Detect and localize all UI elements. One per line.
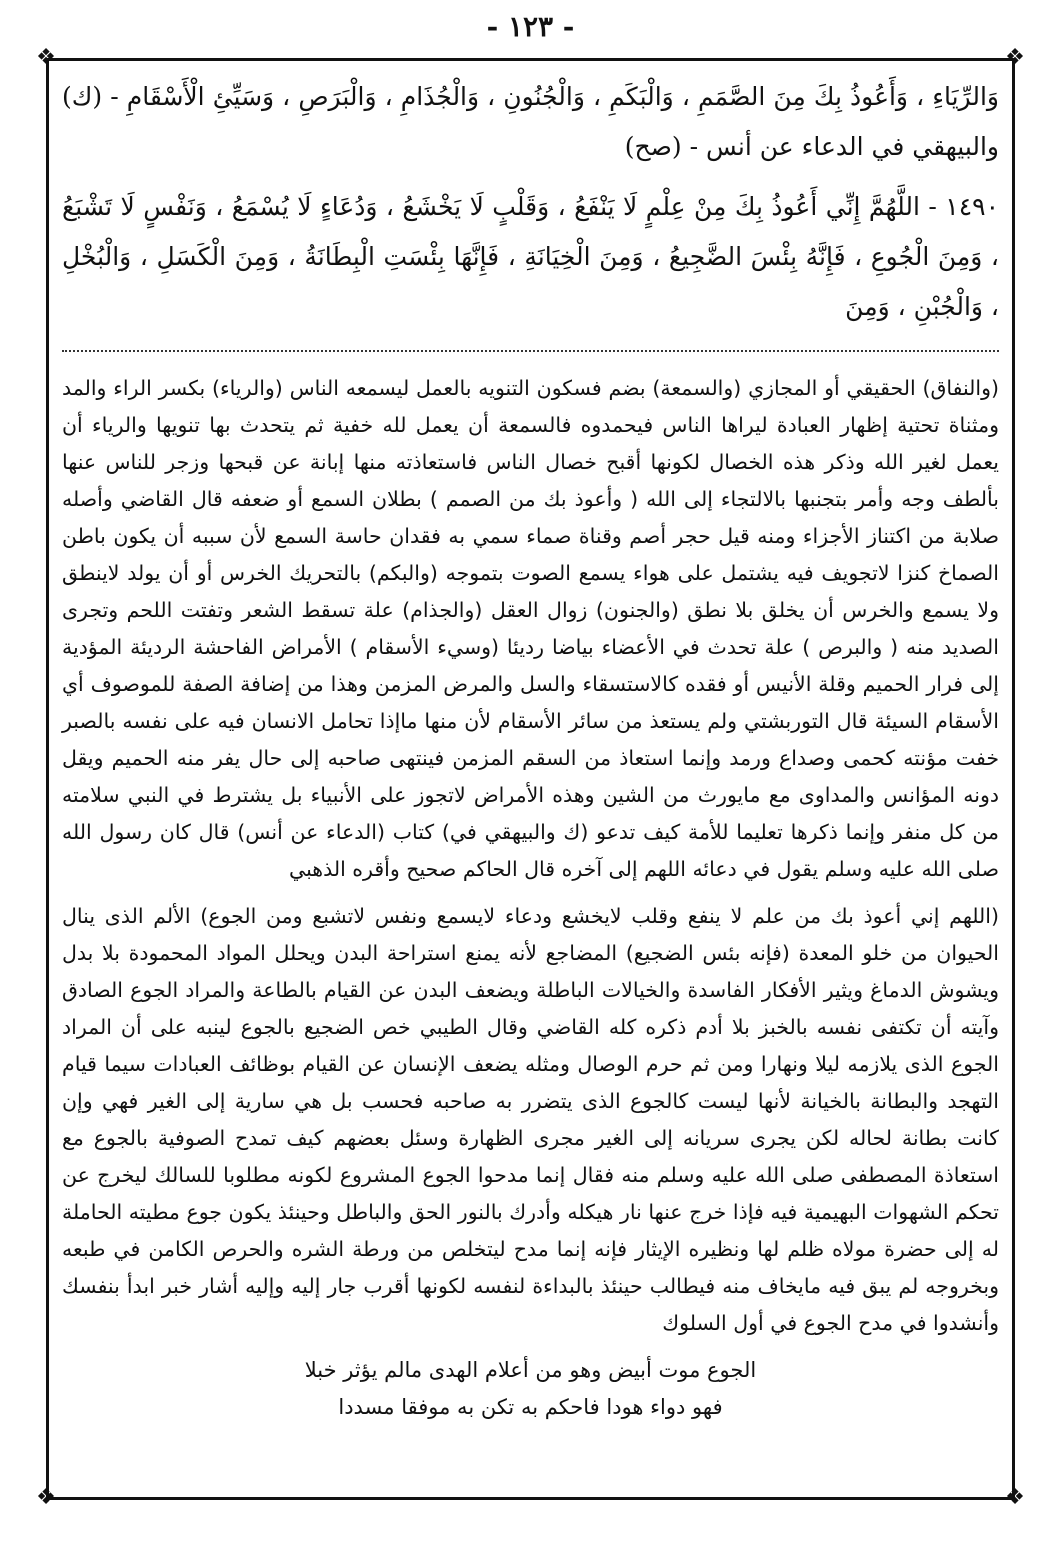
bottom-border-line [46, 1497, 1015, 1500]
commentary-paragraph: (والنفاق) الحقيقي أو المجازي (والسمعة) بضم فسكون التنويه بالعمل ليسمعه الناس (والرياء) بكسر الراء والمد ومثناة تحتية إظهار العبادة ليراها الناس فيحمدوه فالسمعة أن يعمل لله خفية ثم يتحدث بها تنويها والرياء أن يعمل لغير الله وذكر هذه الخصال لكونها أقبح خصال الناس فاستعاذته منها إبانة عن قبحها وزجر للناس عنها بألطف وجه وأمر بتجنبها بالالتجاء إلى الله ( وأعوذ بك من الصمم ) بطلان السمع أو ضعفه قال القاضي وأصله صلابة من اكتناز الأجزاء ومنه قيل حجر أصم وقناة صماء سمي به فقدان حاسة السمع لأن سببه أن يكون باطن الصماخ كنزا لاتجويف فيه يشتمل على هواء يسمع الصوت بتموجه (والبكم) بالتحريك الخرس أو أن يولد لاينطق ولا يسمع والخرس أن يخلق بلا نطق (والجنون) زوال العقل (والجذام) علة تسقط الشعر وتفتت اللحم وتجرى الصديد منه ( والبرص ) علة تحدث في الأعضاء بياضا رديئا (وسيء الأسقام ) الأمراض الفاحشة الرديئة المؤدية إلى فرار الحميم وقلة الأنيس أو فقده كالاستسقاء والسل والمرض المزمن وهذا من إضافة الصفة للموصوف أي الأسقام السيئة قال التوربشتي ولم يستعذ من سائر الأسقام لأن منها ماإذا تحامل الانسان فيه على نفسه بالصبر خفت مؤنته كحمى وصداع ورمد وإنما استعاذ من السقم المزمن فينتهى صاحبه إلى حال يفر منه الحميم ويقل دونه المؤانس والمداوى مع مايورث من الشين وهذه الأمراض لاتجوز على الأنبياء بل يشترط في النبي سلامته من كل منفر وإنما ذكرها تعليما للأمة كيف تدعو (ك والبيهقي في) كتاب (الدعاء عن أنس) قال كان رسول الله صلى الله عليه وسلم يقول في دعائه اللهم إلى آخره قال الحاكم صحيح وأقره الذهبي [62, 376, 999, 881]
corner-ornament-icon: ❖ [1005, 45, 1025, 70]
page-number: - ١٢٣ - [486, 10, 575, 43]
left-border-line [46, 58, 49, 1500]
commentary-paragraph: (اللهم إني أعوذ بك من علم لا ينفع وقلب لايخشع ودعاء لايسمع ونفس لاتشبع ومن الجوع) الألم الذى ينال الحيوان من خلو المعدة (فإنه بئس الضجيع) المضاجع لأنه يمنع استراحة البدن ويحلل المواد المحمودة بلا بدل ويشوش الدماغ ويثير الأفكار الفاسدة والخيالات الباطلة ويضعف البدن عن القيام بالطاعة والمراد الجوع الصادق وآيته أن تكتفى نفسه بالخبز بلا أدم ذكره كله القاضي وقال الطيبي خص الضجيع بالجوع لينبه على أن المراد الجوع الذى يلازمه ليلا ونهارا ومن ثم حرم الوصال ومثله يضعف الإنسان عن القيام بوظائف العبادات سيما قيام التهجد والبطانة بالخيانة لأنها ليست كالجوع الذى يتضرر به صاحبه فحسب بل هي سارية إلى الغير فهي وإن كانت بطانة لحاله لكن يجرى سريانه إلى الغير مجرى الظهارة وسئل بعضهم كيف تمدح الصوفية بالجوع مع استعاذة المصطفى صلى الله عليه وسلم منه فقال إنما مدحوا الجوع المشروع لكونه مطلوبا للسالك ليخرج عن تحكم الشهوات البهيمية فيه فإذا خرج عنها نار هيكله وأدرك بالنور الحق والباطل وحينئذ يكون جوع مطيته الحاملة له إلى حضرة مولاه ظلم لها ونظيره الإيثار فإنه إنما مدح ليتخلص من ورطة الشره والحرص الكامن في طبعه وبخروجه لم يبق فيه مايخاف منه فيطالب حينئذ بالبداءة لنفسه لكونها أقرب جار إليه وإليه أشار خبر ابدأ بنفسك وأنشدوا في مدح الجوع في أول السلوك [62, 904, 999, 1335]
corner-ornament-icon: ❖ [36, 45, 56, 70]
dotted-divider [62, 350, 999, 352]
hadith-paragraph: وَالرِّيَاءِ ، وَأَعُوذُ بِكَ مِنَ الصَّمَمِ ، وَالْبَكَمِ ، وَالْجُنُونِ ، وَالْجُذَامِ ، وَالْبَرَصِ ، وَسَيِّئِ الْأَسْقَامِ - (ك) والبيهقي في الدعاء عن أنس - (صح) [62, 82, 999, 161]
hadith-paragraph: ١٤٩٠ - اللَّهُمَّ إِنِّي أَعُوذُ بِكَ مِنْ عِلْمٍ لَا يَنْفَعُ ، وَقَلْبٍ لَا يَخْشَعُ ، وَدُعَاءٍ لَا يُسْمَعُ ، وَنَفْسٍ لَا تَشْبَعُ ، وَمِنَ الْجُوعِ ، فَإِنَّهُ بِئْسَ الضَّجِيعُ ، وَمِنَ الْخِيَانَةِ ، فَإِنَّهَا بِئْسَتِ الْبِطَانَةُ ، وَمِنَ الْكَسَلِ ، وَالْبُخْلِ ، وَالْجُبْنِ ، وَمِنَ [62, 192, 999, 321]
poetry-line: الجوع موت أبيض وهو من أعلام الهدى مالم يؤثر خبلا [304, 1358, 757, 1382]
corner-ornament-icon: ❖ [1005, 1485, 1025, 1510]
poetry-block [62, 1352, 999, 1426]
top-border-line [46, 58, 1015, 61]
right-border-line [1012, 58, 1015, 1500]
corner-ornament-icon: ❖ [36, 1485, 56, 1510]
page-content [62, 72, 999, 1486]
poetry-line: فهو دواء هودا فاحكم به تكن به موفقا مسددا [338, 1395, 723, 1419]
